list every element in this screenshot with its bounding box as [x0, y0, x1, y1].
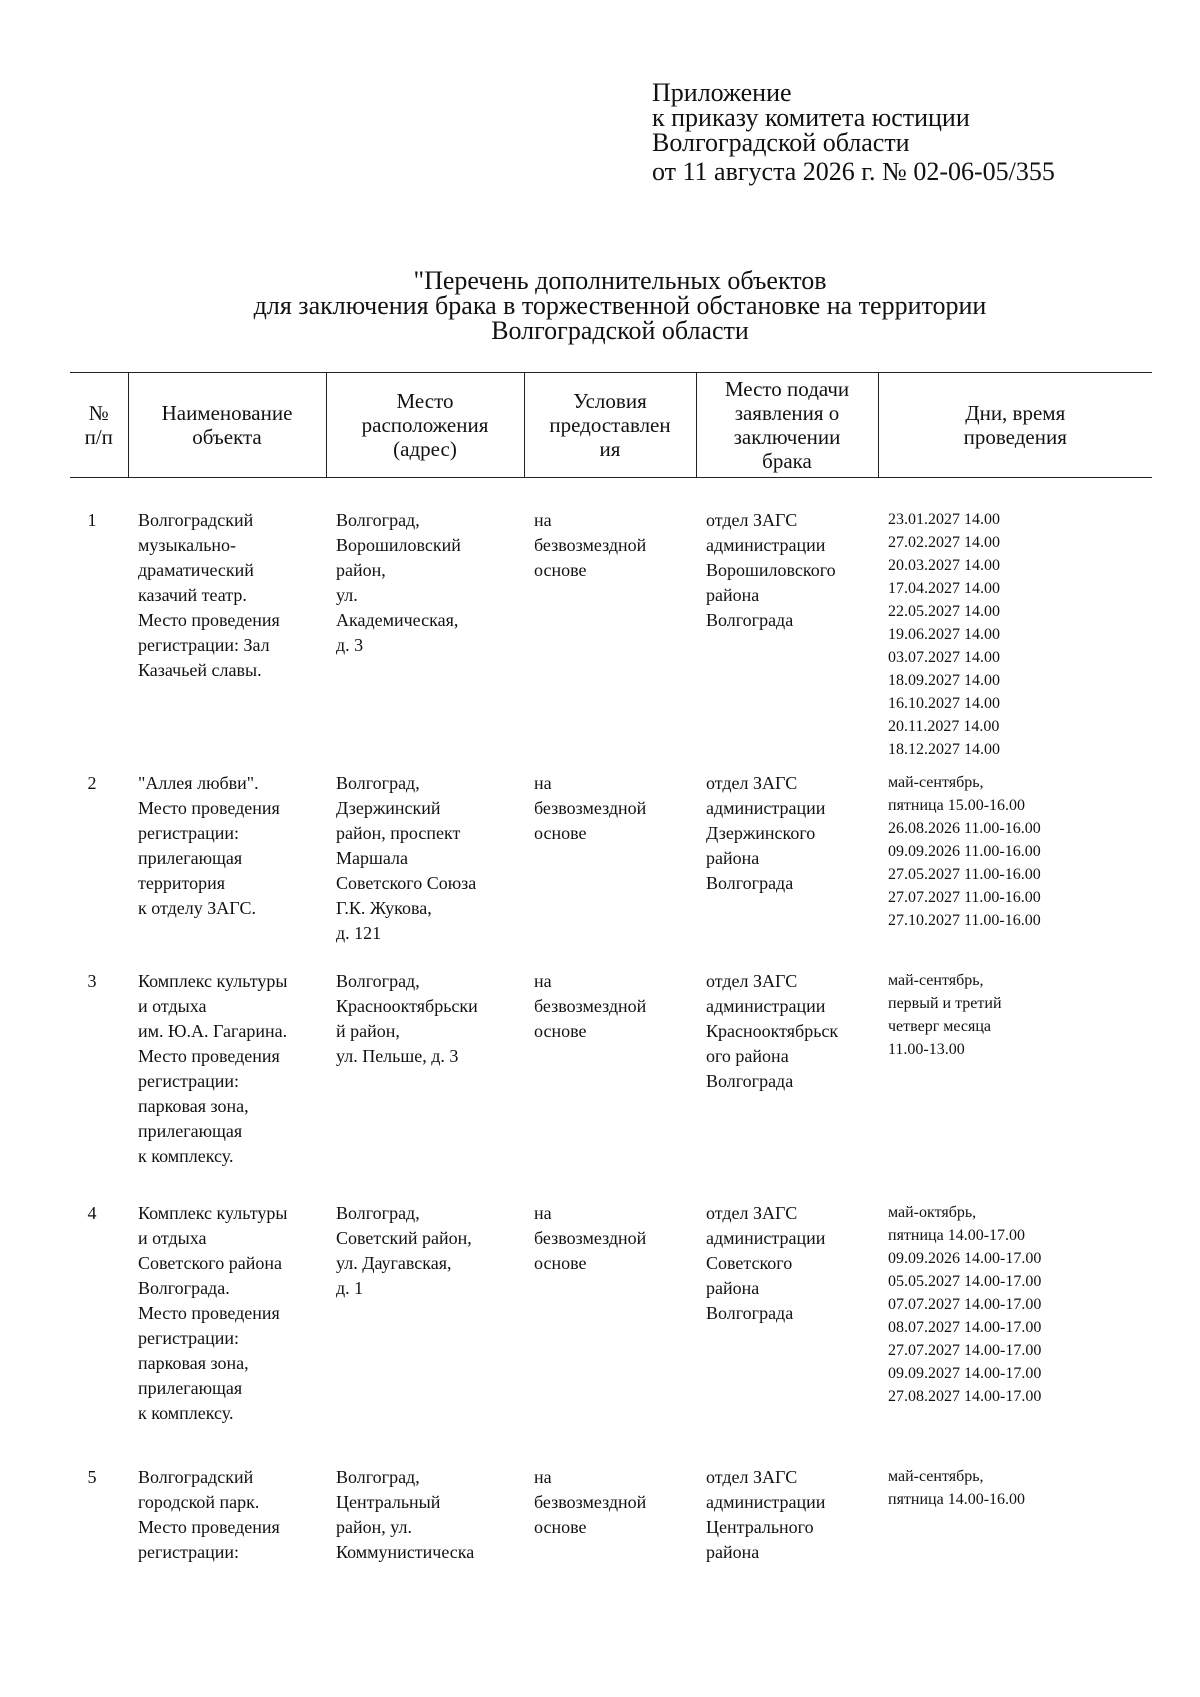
cell-line: администрации: [706, 996, 826, 1016]
cell-line: безвозмездной: [534, 1228, 647, 1248]
cell-line: район,: [336, 560, 386, 580]
cell-line: район, проспект: [336, 823, 461, 843]
cell-line: Дзержинского: [706, 823, 816, 843]
table-row: [70, 1191, 1152, 1453]
cell-line: Краснооктябрьски: [336, 996, 478, 1016]
cell-line: Волгоградский: [138, 1467, 254, 1487]
cell-line: регистрации:: [138, 1328, 239, 1348]
header-line: Условия: [573, 389, 647, 413]
cell-line: Комплекс культуры: [138, 1203, 288, 1223]
header-line: расположения: [361, 413, 489, 437]
table-row: [70, 478, 1152, 762]
cell-line: прилегающая: [138, 848, 243, 868]
cell-line: казачий театр.: [138, 585, 247, 605]
cell-address: [326, 478, 524, 762]
cell-line: 27.07.2027 14.00-17.00: [888, 1342, 1042, 1359]
cell-line: на: [534, 510, 552, 530]
cell-line: 18.12.2027 14.00: [888, 741, 1000, 758]
cell-line: на: [534, 971, 552, 991]
header-col-name: [128, 373, 326, 478]
cell-conditions: [524, 761, 696, 961]
cell-line: Волгоград,: [336, 1203, 420, 1223]
cell-conditions: [524, 1191, 696, 1453]
cell-line: Волгограда: [706, 1303, 794, 1323]
cell-line: 19.06.2027 14.00: [888, 626, 1000, 643]
cell-line: безвозмездной: [534, 1492, 647, 1512]
cell-line: Место проведения: [138, 610, 280, 630]
cell-line: 05.05.2027 14.00-17.00: [888, 1273, 1042, 1290]
header-line: брака: [762, 449, 812, 473]
cell-object-name: [128, 761, 326, 961]
cell-line: май-сентябрь,: [888, 972, 984, 989]
cell-line: 27.08.2027 14.00-17.00: [888, 1388, 1042, 1405]
cell-line: городской парк.: [138, 1492, 260, 1512]
cell-line: к отделу ЗАГС.: [138, 898, 256, 918]
header-line: Дни, время: [965, 401, 1066, 425]
cell-line: пятница 15.00-16.00: [888, 797, 1026, 814]
cell-line: отдел ЗАГС: [706, 510, 798, 530]
cell-line: май-сентябрь,: [888, 1468, 984, 1485]
cell-line: ул. Даугавская,: [336, 1253, 452, 1273]
header-col-schedule: [878, 373, 1152, 478]
cell-line: 1: [87, 510, 97, 530]
cell-address: [326, 761, 524, 961]
cell-line: основе: [534, 823, 587, 843]
table-row: [70, 761, 1152, 961]
cell-line: Место проведения: [138, 1303, 280, 1323]
cell-line: администрации: [706, 798, 826, 818]
cell-number: [70, 761, 128, 961]
cell-line: район, ул.: [336, 1517, 412, 1537]
cell-line: 17.04.2027 14.00: [888, 580, 1000, 597]
cell-line: 16.10.2027 14.00: [888, 695, 1000, 712]
cell-number: [70, 1453, 128, 1565]
table-row: [70, 1453, 1152, 1565]
cell-line: Советский район,: [336, 1228, 472, 1248]
cell-line: Место проведения: [138, 798, 280, 818]
header-line: Наименование: [161, 401, 293, 425]
cell-conditions: [524, 478, 696, 762]
cell-number: [70, 478, 128, 762]
cell-line: 11.00-13.00: [888, 1041, 965, 1058]
cell-line: безвозмездной: [534, 798, 647, 818]
cell-line: 23.01.2027 14.00: [888, 511, 1000, 528]
cell-object-name: [128, 1453, 326, 1565]
header-col-registry: [696, 373, 878, 478]
cell-line: прилегающая: [138, 1121, 243, 1141]
cell-line: 09.09.2027 14.00-17.00: [888, 1365, 1042, 1382]
cell-line: 3: [87, 971, 97, 991]
cell-schedule: [878, 761, 1152, 961]
header-line: проведения: [963, 425, 1067, 449]
cell-line: района: [706, 848, 760, 868]
cell-address: [326, 1453, 524, 1565]
cell-line: Волгоград,: [336, 971, 420, 991]
cell-line: 09.09.2026 11.00-16.00: [888, 843, 1041, 860]
cell-line: Место проведения: [138, 1517, 280, 1537]
header-line: Место подачи: [724, 377, 850, 401]
cell-line: 27.10.2027 11.00-16.00: [888, 912, 1041, 929]
cell-line: парковая зона,: [138, 1353, 249, 1373]
cell-line: регистрации:: [138, 823, 239, 843]
cell-line: к комплексу.: [138, 1146, 234, 1166]
cell-line: Волгоград,: [336, 510, 420, 530]
cell-line: Коммунистическа: [336, 1542, 475, 1562]
cell-line: Комплекс культуры: [138, 971, 288, 991]
cell-line: Центральный: [336, 1492, 441, 1512]
header-col-number: [70, 373, 128, 478]
cell-object-name: [128, 1191, 326, 1453]
cell-line: Центрального: [706, 1517, 814, 1537]
cell-line: ого района: [706, 1046, 789, 1066]
table-body: [70, 478, 1152, 1566]
cell-line: парковая зона,: [138, 1096, 249, 1116]
header-col-address: [326, 373, 524, 478]
cell-line: 4: [87, 1203, 97, 1223]
cell-line: Волгоград,: [336, 773, 420, 793]
cell-line: ул. Пельше, д. 3: [336, 1046, 459, 1066]
header-line: предоставлен: [549, 413, 671, 437]
cell-number: [70, 1191, 128, 1453]
cell-line: регистрации:: [138, 1542, 239, 1562]
cell-line: основе: [534, 1253, 587, 1273]
cell-line: 27.07.2027 11.00-16.00: [888, 889, 1041, 906]
cell-line: на: [534, 1203, 552, 1223]
cell-line: безвозмездной: [534, 535, 647, 555]
cell-line: 26.08.2026 11.00-16.00: [888, 820, 1041, 837]
cell-line: района: [706, 1542, 760, 1562]
cell-line: первый и третий: [888, 995, 1002, 1012]
header-line: заявления о: [734, 401, 840, 425]
cell-line: Краснооктябрьск: [706, 1021, 839, 1041]
cell-registry-office: [696, 1191, 878, 1453]
document-title: [0, 268, 1200, 343]
cell-line: 09.09.2026 14.00-17.00: [888, 1250, 1042, 1267]
header-line: №: [88, 401, 109, 425]
cell-conditions: [524, 1453, 696, 1565]
cell-line: Академическая,: [336, 610, 459, 630]
title-line-1: "Перечень дополнительных объектов: [413, 266, 827, 295]
cell-line: Ворошиловского: [706, 560, 836, 580]
title-line-3: Волгоградской области: [491, 316, 749, 345]
cell-conditions: [524, 961, 696, 1191]
cell-line: Дзержинский: [336, 798, 441, 818]
header-line: объекта: [192, 425, 262, 449]
cell-registry-office: [696, 478, 878, 762]
cell-line: Советского: [706, 1253, 793, 1273]
cell-line: пятница 14.00-16.00: [888, 1491, 1026, 1508]
cell-line: регистрации: Зал: [138, 635, 270, 655]
cell-line: 5: [87, 1467, 97, 1487]
cell-line: д. 1: [336, 1278, 364, 1298]
cell-line: основе: [534, 1021, 587, 1041]
cell-line: Маршала: [336, 848, 408, 868]
cell-line: и отдыха: [138, 996, 207, 1016]
cell-line: Советского района: [138, 1253, 282, 1273]
cell-line: ул.: [336, 585, 358, 605]
cell-line: на: [534, 1467, 552, 1487]
cell-line: 20.03.2027 14.00: [888, 557, 1000, 574]
cell-object-name: [128, 478, 326, 762]
appendix-order-date: от 11 августа 2026 г. № 02-06-05/355: [652, 157, 1055, 186]
cell-line: района: [706, 1278, 760, 1298]
cell-schedule: [878, 478, 1152, 762]
cell-schedule: [878, 1453, 1152, 1565]
cell-line: 27.02.2027 14.00: [888, 534, 1000, 551]
cell-line: музыкально-: [138, 535, 237, 555]
title-line-2: для заключения брака в торжественной обстановке на территории: [253, 291, 987, 320]
cell-line: д. 121: [336, 923, 382, 943]
cell-line: регистрации:: [138, 1071, 239, 1091]
cell-line: 27.05.2027 11.00-16.00: [888, 866, 1041, 883]
cell-number: [70, 961, 128, 1191]
cell-line: им. Ю.А. Гагарина.: [138, 1021, 288, 1041]
cell-line: й район,: [336, 1021, 400, 1041]
cell-line: четверг месяца: [888, 1018, 992, 1035]
cell-line: безвозмездной: [534, 996, 647, 1016]
cell-line: и отдыха: [138, 1228, 207, 1248]
header-line: (адрес): [393, 437, 457, 461]
cell-line: 07.07.2027 14.00-17.00: [888, 1296, 1042, 1313]
cell-registry-office: [696, 1453, 878, 1565]
cell-line: "Аллея любви".: [138, 773, 259, 793]
header-line: заключении: [733, 425, 841, 449]
cell-line: Г.К. Жукова,: [336, 898, 432, 918]
cell-line: отдел ЗАГС: [706, 1467, 798, 1487]
cell-line: прилегающая: [138, 1378, 243, 1398]
cell-line: на: [534, 773, 552, 793]
cell-line: Волгограда.: [138, 1278, 230, 1298]
cell-line: пятница 14.00-17.00: [888, 1227, 1026, 1244]
cell-line: Волгограда: [706, 610, 794, 630]
cell-line: 20.11.2027 14.00: [888, 718, 1000, 735]
cell-line: 18.09.2027 14.00: [888, 672, 1000, 689]
cell-line: к комплексу.: [138, 1403, 234, 1423]
cell-line: основе: [534, 560, 587, 580]
cell-line: д. 3: [336, 635, 364, 655]
header-line: ия: [599, 437, 621, 461]
cell-line: Ворошиловский: [336, 535, 461, 555]
cell-line: Казачьей славы.: [138, 660, 262, 680]
cell-schedule: [878, 961, 1152, 1191]
table-row: [70, 961, 1152, 1191]
header-line: Место: [396, 389, 454, 413]
cell-line: администрации: [706, 1492, 826, 1512]
header-col-conditions: [524, 373, 696, 478]
table-header: [70, 373, 1152, 478]
cell-registry-office: [696, 961, 878, 1191]
venues-table: [70, 372, 1152, 1565]
cell-line: отдел ЗАГС: [706, 773, 798, 793]
cell-line: драматический: [138, 560, 254, 580]
appendix-label: Приложение: [652, 78, 792, 107]
cell-address: [326, 961, 524, 1191]
table-header-row: [70, 373, 1152, 478]
cell-line: Волгоградский: [138, 510, 254, 530]
cell-line: администрации: [706, 1228, 826, 1248]
cell-line: отдел ЗАГС: [706, 1203, 798, 1223]
header-line: п/п: [84, 425, 113, 449]
cell-object-name: [128, 961, 326, 1191]
cell-registry-office: [696, 761, 878, 961]
cell-line: 08.07.2027 14.00-17.00: [888, 1319, 1042, 1336]
cell-line: основе: [534, 1517, 587, 1537]
cell-address: [326, 1191, 524, 1453]
appendix-order-ref: к приказу комитета юстиции: [652, 103, 970, 132]
venues-table-wrap: [70, 372, 1152, 1565]
cell-line: Советского Союза: [336, 873, 477, 893]
appendix-header: [652, 80, 1055, 184]
cell-line: администрации: [706, 535, 826, 555]
cell-line: Место проведения: [138, 1046, 280, 1066]
cell-line: района: [706, 585, 760, 605]
cell-line: Волгоград,: [336, 1467, 420, 1487]
cell-line: май-сентябрь,: [888, 774, 984, 791]
cell-line: Волгограда: [706, 873, 794, 893]
cell-line: 22.05.2027 14.00: [888, 603, 1000, 620]
cell-line: отдел ЗАГС: [706, 971, 798, 991]
appendix-region: Волгоградской области: [652, 128, 910, 157]
cell-line: май-октябрь,: [888, 1204, 977, 1221]
cell-line: территория: [138, 873, 226, 893]
cell-line: 03.07.2027 14.00: [888, 649, 1000, 666]
cell-line: 2: [87, 773, 97, 793]
cell-schedule: [878, 1191, 1152, 1453]
cell-line: Волгограда: [706, 1071, 794, 1091]
